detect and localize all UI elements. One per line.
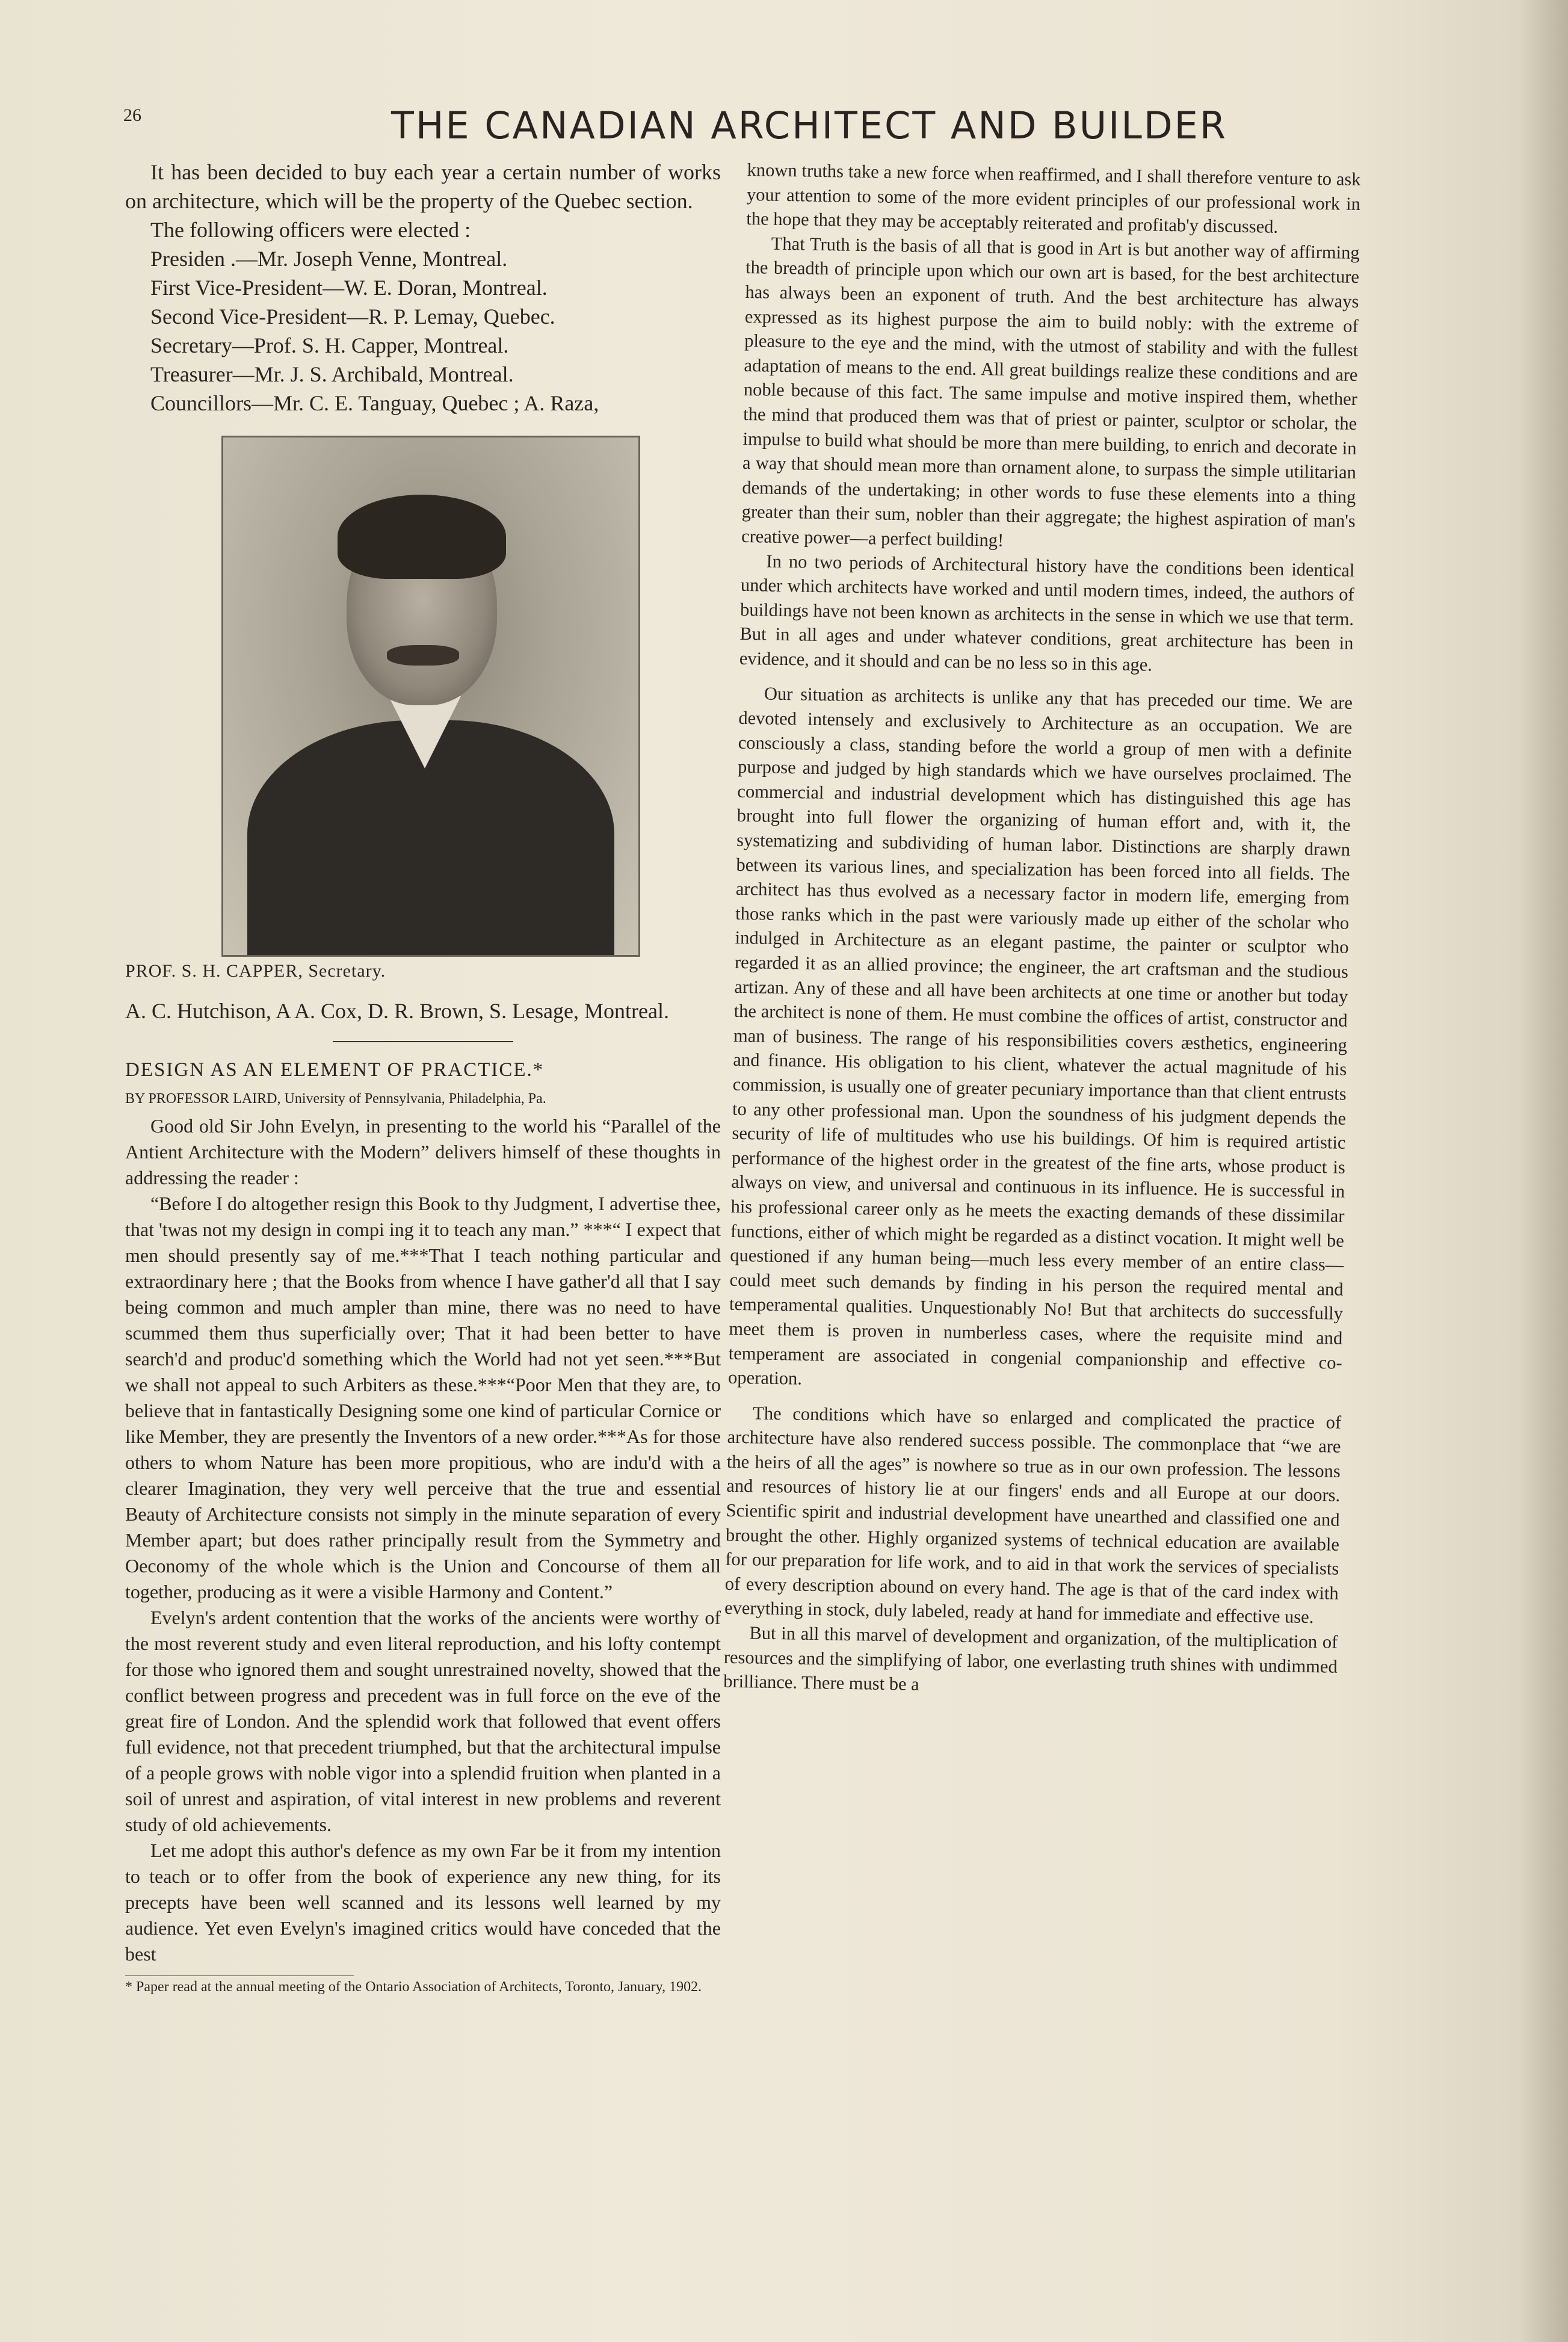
article-paragraph: In no two periods of Architectural history have the conditions been identical under which architects have worked and until modern times, indeed, the authors of buildings have not been known as architects in the sense in which we use that term. But in all ages and under whatever conditions, great architecture has been in evidence, and it should and can be no less so in this age. [739, 551, 1355, 675]
article-paragraph: The conditions which have so enlarged and complicated the practice of architecture have also rendered success possible. The commonplace that “we are the heirs of all the ages” is nowhere so true as in our own profession. The lessons and resources of history lie at our fingers' ends and all Europe at our doors. Scientific spirit and industrial development have unearthed and classified one and brought the other. Highly organized systems of technical education are available for our preparation for life work, and to aid in that work the services of specialists of every description abound on every hand. The age is that of the card index with everything in stock, duly labeled, ready at hand for immediate and effective use. [724, 1403, 1342, 1628]
article-paragraph: Our situation as architects is unlike any that has preceded our time. We are devoted intensely and exclusively to Architecture as an occupation. We are consciously a class, standing before the world a group of men with a definite purpose and judged by high standards which we have ourselves proclaimed. The commercial and industrial development which has distinguished this age has brought into full flower the organizing of human effort and, with it, the systematizing and subdividing of human labor. Distinctions are sharply drawn between its various lines, and specialization has been forced into all fields. The architect has thus evolved as a necessary factor in modern life, emerging from those ranks which in the past were variously made up either of the scholar who indulged in Architecture as an elegant pastime, the painter or sculptor who regarded it as an allied province; the engineer, the art craftsman and the studious artizan. Any of these and all have been architects at one time or another but today the architect is none of them. He must combine the offices of artist, constructor and man of business. The range of his responsibilities covers æsthetics, engineering and finance. His obligation to his client, whatever the actual magnitude of his commission, is usually one of greater pecuniary importance than that client entrusts to any other professional man. Upon the soundness of his judgment depends the security of life of multitudes who use his buildings. Of him is required artistic performance of the highest order in the greatest of the fine arts, whose product is always on view, and universal and continuous in its influence. He is successful in his professional career only as he meets the exacting demands of these dissimilar functions, either of which might be regarded as a distinct vocation. It might well be questioned if any human being—much less every member of an entire class—could meet such demands by finding in his person the required mental and temperamental qualities. Unquestionably No! But that architects do successfully meet them is proven in numberless cases, where the requisite mind and temperament are associated in congenial companionship and effective co-operation. [727, 684, 1353, 1389]
masthead-title: THE CANADIAN ARCHITECT AND BUILDER [391, 104, 1227, 147]
officers-heading: The following officers were elected : [150, 218, 471, 242]
officer-line: Second Vice-President—R. P. Lemay, Quebec. [150, 304, 555, 329]
officer-line: Presiden .—Mr. Joseph Venne, Montreal. [150, 247, 508, 271]
portrait-photo [221, 436, 640, 957]
officer-line: Secretary—Prof. S. H. Capper, Montreal. [150, 333, 509, 357]
portrait-moustache [387, 645, 459, 666]
page-number: 26 [123, 105, 141, 125]
article-paragraph: That Truth is the basis of all that is good in Art is but another way of affirming the breadth of principle upon which our own art is based, for the best architecture has always been an exponent of truth. And the best architecture has always expressed as its highest purpose the aim to build nobly: with the extreme of pleasure to the eye and the mind, with the utmost of stability and with the fullest adaptation of means to the end. All great buildings realize these conditions and are noble because of this fact. The same impulse and motive inspired them, whether the mind that produced them was that of priest or painter, sculptor or scholar, the impulse to build what should be more than mere building, to enrich and decorate in a way that should mean more than ornament alone, to surpass the simple utilitarian demands of the undertaking; in other words to fuse these elements into a thing greater than their sum, nobler than their aggregate; the highest aspiration of man's creative power—a perfect building! [741, 233, 1360, 551]
officer-line: Treasurer—Mr. J. S. Archibald, Montreal. [150, 362, 514, 386]
article-paragraph: “Before I do altogether resign this Book to thy Judgment, I advertise thee, that 'twas not my design in compi ing it to teach any man.” ***“ I expect that men should presently say of me.***That I teach nothing particular and extraordinary here ; that the Books from whence I have gather'd all that I say being common and much ampler than mine, there was no need to have scummed them thus superficially over; That it had been better to have search'd and produc'd something which the World had not yet seen.***But we shall not appeal to such Arbiters as these.***“Poor Men that they are, to believe that in fantastically Designing some one kind of particular Cornice or like Member, they are presently the Inventors of a new order.***As for those others to whom Nature has been more propitious, who are indu'd with a clearer Imagination, they very well perceive that the true and essential Beauty of Architecture consists not simply in the minute separation of every Member apart; but does rather principally result from the Symmetry and Oeconomy of the whole which is the Union and Concourse of them all together, producing as it were a visible Harmony and Content.” [125, 1193, 721, 1602]
article-byline: BY PROFESSOR LAIRD, University of Pennsylvania, Philadelphia, Pa. [125, 1091, 546, 1107]
article-paragraph: known truths take a new force when reaffirmed, and I shall therefore venture to ask your attention to some of the more evident principles of our professional work in the hope that they may be acceptably reiterated and profitab'y discussed. [746, 159, 1361, 238]
councillors-continued: A. C. Hutchison, A A. Cox, D. R. Brown, S. Lesage, Montreal. [125, 999, 669, 1023]
article-paragraph: Let me adopt this author's defence as my own Far be it from my intention to teach or to offer from the book of experience any new thing, for its precepts have been well scanned and its lessons well learned by my audience. Yet even Evelyn's imagined critics would have conceded that the best [125, 1840, 721, 1965]
article-paragraph: But in all this marvel of development and organization, of the multiplication of resources and the simplifying of labor, one everlasting truth shines with undimmed brilliance. There must be a [723, 1622, 1338, 1695]
article-paragraph: Evelyn's ardent contention that the works of the ancients were worthy of the most reverent study and even literal reproduction, and his lofty contempt for those who ignored them and sought unrestrained novelty, showed that the conflict between progress and precedent was in full force on the eve of the great fire of London. And the splendid work that followed that event offers full evidence, not that precedent triumphed, but that the architectural impulse of a people grows with noble vigor into a splendid fruition when planted in a soil of unrest and aspiration, of vital interest in new problems and reverent study of old achievements. [125, 1607, 721, 1835]
section-divider [333, 1041, 513, 1042]
footnote: * Paper read at the annual meeting of the Ontario Association of Architects, Toronto, January, 1902. [125, 1979, 702, 1995]
article-title: DESIGN AS AN ELEMENT OF PRACTICE.* [125, 1059, 545, 1081]
portrait-hair [338, 495, 506, 579]
right-column [723, 158, 1361, 1704]
binding-gutter [1520, 0, 1568, 2342]
photo-caption: PROF. S. H. CAPPER, Secretary. [125, 961, 386, 981]
officer-line: Councillors—Mr. C. E. Tanguay, Quebec ; A. Raza, [150, 391, 599, 415]
left-column [125, 158, 721, 1995]
officer-line: First Vice-President—W. E. Doran, Montreal. [150, 276, 548, 300]
article-paragraph: Good old Sir John Evelyn, in presenting to the world his “Parallel of the Antient Architecture with the Modern” delivers himself of these thoughts in addressing the reader : [125, 1115, 721, 1188]
intro-paragraph: It has been decided to buy each year a certain number of works on architecture, which will be the property of the Quebec section. [125, 160, 721, 213]
